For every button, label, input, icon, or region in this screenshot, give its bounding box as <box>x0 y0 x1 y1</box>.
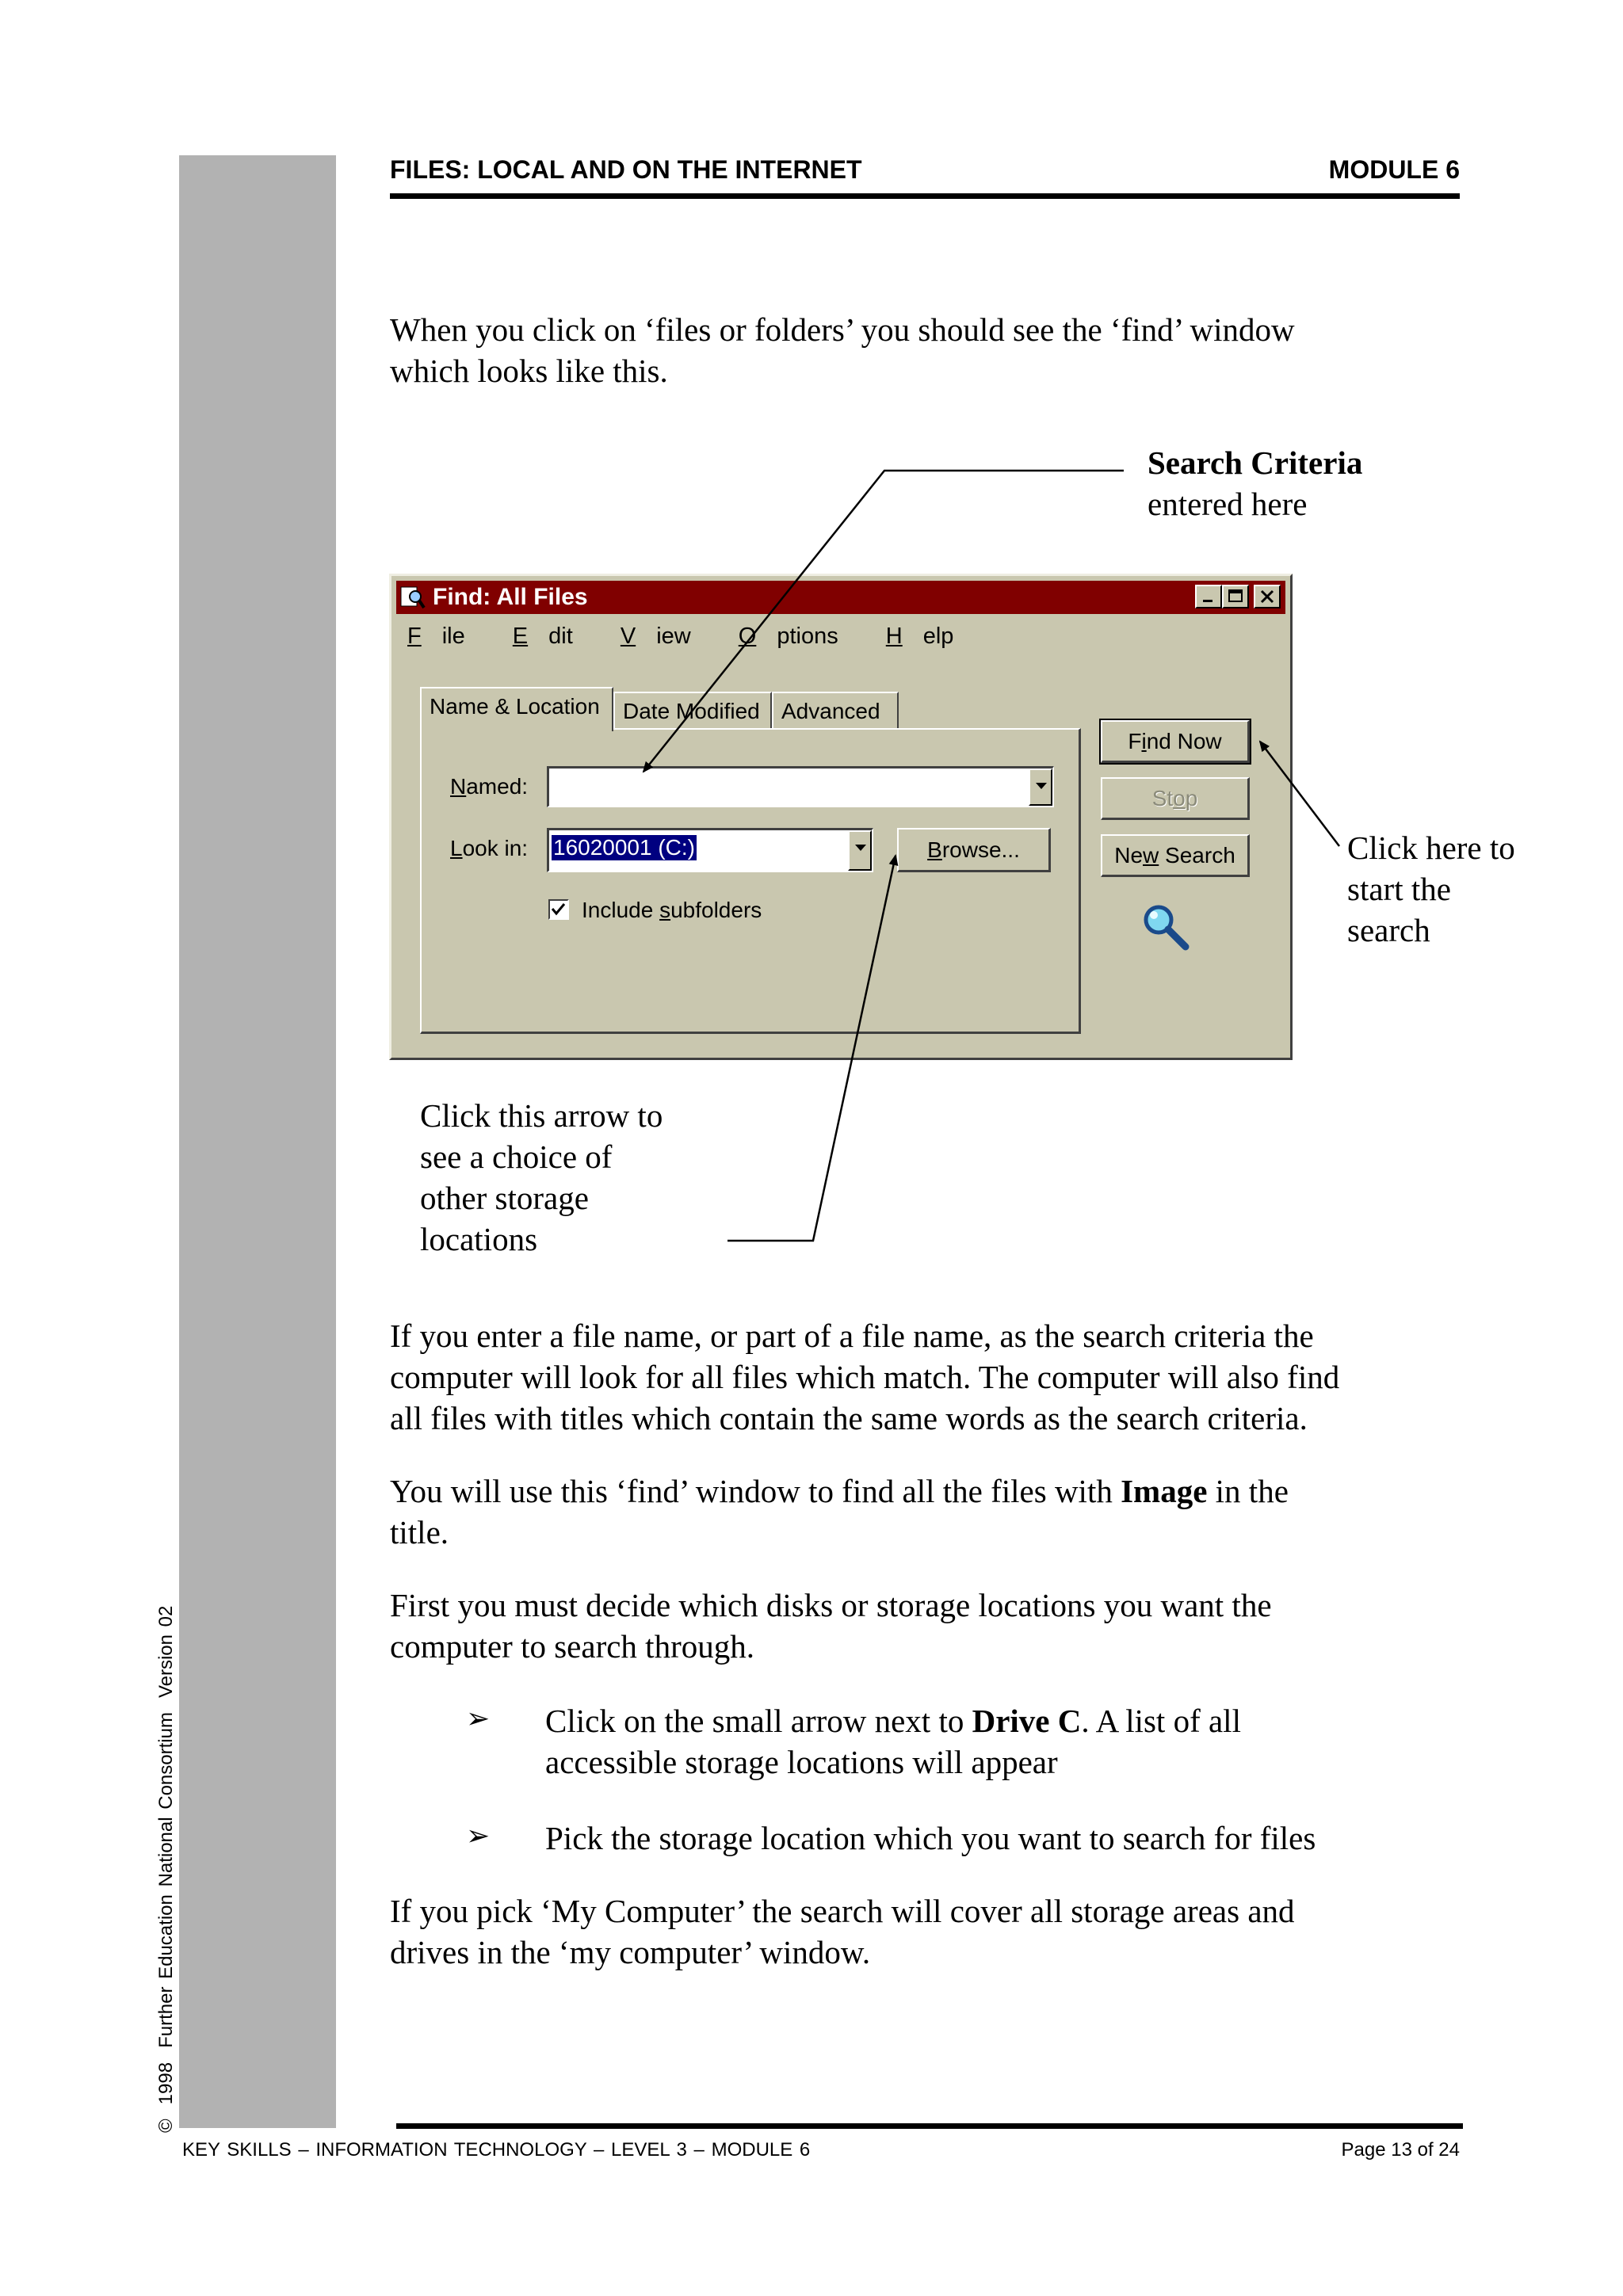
menu-view[interactable] <box>621 624 712 649</box>
callout-click-arrow <box>420 1095 663 1260</box>
menu-options-rest: ptions <box>777 624 838 649</box>
include-subfolders-checkbox[interactable] <box>548 899 569 920</box>
intro-line-1: When you click on ‘files or folders’ you should see the ‘find’ window <box>390 311 1295 348</box>
include-subfolders-label <box>582 898 762 923</box>
paragraph-image-title <box>390 1470 1499 1553</box>
copyright-version: Version 02 <box>155 1605 177 1699</box>
page-header-module: MODULE 6 <box>1328 155 1460 184</box>
b1-line-2: accessible storage locations will appear <box>545 1744 1058 1780</box>
tab-panel <box>420 728 1081 1034</box>
stop-pre: St <box>1151 786 1174 810</box>
find-now-button[interactable] <box>1101 720 1250 763</box>
footer-rule <box>396 2123 1463 2129</box>
close-button[interactable] <box>1254 585 1281 608</box>
vertical-copyright <box>155 1592 178 2133</box>
p1-line-3: all files with titles which contain the same words as the search criteria. <box>390 1400 1308 1436</box>
menu-edit-key: E <box>512 624 529 649</box>
p2-part-b: in the <box>1207 1473 1289 1509</box>
named-label-key: N <box>450 774 467 799</box>
callout-search-criteria-rest: entered here <box>1148 486 1308 522</box>
named-label <box>450 774 528 799</box>
find-magnifier-icon <box>399 584 426 611</box>
callout-click-here-line-2: start the <box>1347 871 1451 907</box>
callout-click-here-line-1: Click here to <box>1347 830 1515 866</box>
lookin-selected-value: 16020001 (C:) <box>553 835 696 860</box>
callout-search-criteria-bold: Search Criteria <box>1148 444 1363 481</box>
p2-line-2: title. <box>390 1514 449 1550</box>
browse-key: B <box>927 837 942 862</box>
b1-part-b: . A list of all <box>1081 1703 1241 1739</box>
named-input[interactable] <box>547 766 1054 807</box>
p2-part-a: You will use this ‘find’ window to find all the files with <box>390 1473 1121 1509</box>
named-dropdown-button[interactable] <box>1029 769 1052 806</box>
b1-part-a: Click on the small arrow next to <box>545 1703 972 1739</box>
menu-file-rest: ile <box>441 624 465 649</box>
minimize-button[interactable] <box>1195 585 1222 608</box>
p3-line-1: First you must decide which disks or storage locations you want the <box>390 1587 1272 1623</box>
p4-line-2: drives in the ‘my computer’ window. <box>390 1934 871 1970</box>
paragraph-search-criteria <box>390 1315 1499 1439</box>
chevron-down-icon <box>855 845 866 852</box>
callout-click-here <box>1347 827 1515 951</box>
callout-search-criteria <box>1148 442 1362 524</box>
tab-name-location[interactable]: Name & Location <box>420 687 613 731</box>
search-magnifier-icon <box>1140 901 1190 952</box>
callout-click-arrow-line-2: see a choice of <box>420 1138 613 1175</box>
stop-button[interactable] <box>1101 777 1250 820</box>
find-window <box>389 574 1293 1060</box>
include-key: s <box>659 898 671 922</box>
lookin-label-key: L <box>450 836 463 860</box>
chevron-down-icon <box>1036 783 1047 791</box>
include-pre: Include <box>582 898 660 922</box>
copyright-org: Further Education National Consortium <box>155 1712 177 2048</box>
lookin-select[interactable] <box>547 828 873 872</box>
lookin-label <box>450 836 528 861</box>
include-rest: ubfolders <box>670 898 762 922</box>
copyright-symbol: © <box>155 2119 177 2133</box>
p3-line-2: computer to search through. <box>390 1628 754 1665</box>
new-search-button[interactable] <box>1101 834 1250 877</box>
grey-margin-bar <box>179 155 336 2128</box>
browse-button[interactable] <box>897 828 1051 872</box>
paragraph-my-computer <box>390 1890 1499 1973</box>
lookin-dropdown-arrow[interactable] <box>848 830 872 871</box>
menu-edit-rest: dit <box>548 624 573 649</box>
paragraph-decide-disks <box>390 1585 1499 1667</box>
menu-edit[interactable] <box>513 624 594 649</box>
window-titlebar[interactable] <box>396 581 1285 614</box>
bullet-arrow-icon: ➢ <box>466 1820 491 1852</box>
maximize-icon <box>1227 589 1244 605</box>
callout-click-arrow-line-3: other storage <box>420 1180 589 1216</box>
find-now-rest: nd Now <box>1146 729 1222 753</box>
close-icon <box>1258 589 1276 605</box>
minimize-icon <box>1200 589 1217 605</box>
lookin-label-rest: ook in: <box>462 836 529 860</box>
header-rule <box>390 193 1460 199</box>
copyright-year: 1998 <box>155 2061 177 2105</box>
menu-help-key: H <box>885 624 903 649</box>
named-label-rest: amed: <box>466 774 529 799</box>
intro-paragraph <box>390 309 1499 391</box>
intro-line-2: which looks like this. <box>390 353 668 389</box>
b1-bold: Drive C <box>972 1703 1082 1739</box>
callout-click-arrow-line-1: Click this arrow to <box>420 1097 663 1134</box>
new-search-rest: Search <box>1159 843 1235 868</box>
menu-file[interactable] <box>407 624 486 649</box>
footer-page-number: Page 13 of 24 <box>1341 2139 1460 2161</box>
menu-file-key: F <box>407 624 422 649</box>
callout-click-arrow-line-4: locations <box>420 1221 538 1257</box>
stop-key: o <box>1173 786 1186 810</box>
bullet-item-drive-c <box>545 1700 1465 1783</box>
p2-bold: Image <box>1121 1473 1208 1509</box>
checkmark-icon <box>550 901 567 918</box>
stop-rest: p <box>1185 786 1198 810</box>
find-now-key: i <box>1141 729 1147 753</box>
p4-line-1: If you pick ‘My Computer’ the search will cover all storage areas and <box>390 1893 1295 1929</box>
page-header-title: FILES: LOCAL AND ON THE INTERNET <box>390 155 862 184</box>
maximize-button[interactable] <box>1222 585 1249 608</box>
tab-advanced[interactable]: Advanced <box>772 692 899 728</box>
tab-date-modified[interactable]: Date Modified <box>613 692 772 728</box>
window-title: Find: All Files <box>433 584 588 610</box>
bullet-item-pick-location: Pick the storage location which you want to search for files <box>545 1820 1316 1856</box>
menu-view-key: V <box>620 624 636 649</box>
new-search-key: w <box>1143 843 1159 868</box>
find-now-pre: F <box>1128 729 1142 753</box>
bullet-arrow-icon: ➢ <box>466 1703 491 1734</box>
p1-line-1: If you enter a file name, or part of a file name, as the search criteria the <box>390 1318 1314 1354</box>
menu-options-key: O <box>738 624 757 649</box>
menu-options[interactable] <box>739 624 859 649</box>
new-search-pre: Ne <box>1114 843 1144 868</box>
menu-help[interactable] <box>886 624 975 649</box>
browse-rest: rowse... <box>941 837 1020 862</box>
menu-help-rest: elp <box>922 624 954 649</box>
p1-line-2: computer will look for all files which match. The computer will also find <box>390 1359 1340 1395</box>
menu-bar <box>407 624 995 650</box>
menu-view-rest: iew <box>656 624 691 649</box>
footer-course: KEY SKILLS – INFORMATION TECHNOLOGY – LEVEL 3 – MODULE 6 <box>182 2139 811 2161</box>
callout-click-here-line-3: search <box>1347 912 1430 948</box>
